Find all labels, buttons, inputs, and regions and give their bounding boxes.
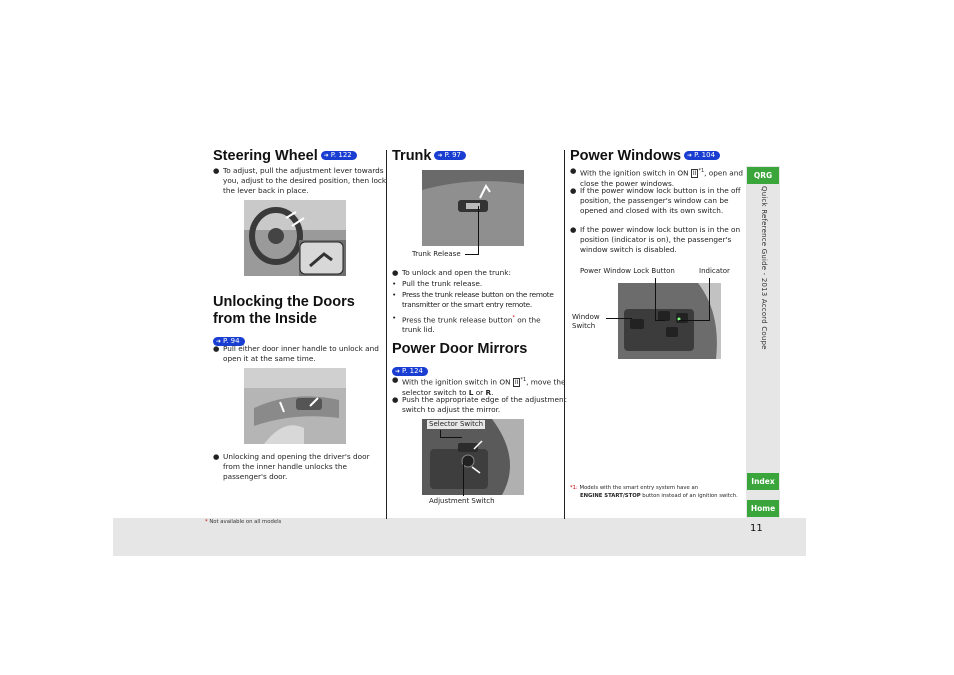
bullet-item: ● With the ignition switch in ON II $^{*1}$, open and close the power windows. bbox=[570, 166, 744, 189]
page-number: 11 bbox=[750, 523, 763, 534]
page-ref-link[interactable]: ➜ P. 122 bbox=[321, 151, 357, 160]
bullet-dot-icon: ● bbox=[570, 166, 577, 175]
arrow-right-icon: ➜ bbox=[323, 151, 329, 159]
bullet-item: ● If the power window lock button is in the on position (indicator is on), the passenger's window switch is disabled. bbox=[570, 225, 741, 254]
callout-line bbox=[679, 320, 710, 321]
qrg-tab[interactable]: QRG bbox=[747, 167, 779, 184]
bullet-item: ● To unlock and open the trunk: bbox=[392, 268, 511, 277]
bullet-item: ● With the ignition switch in ON II $^{*1}$, move the selector switch to L or R. bbox=[392, 375, 566, 398]
arrow-right-icon: ➜ bbox=[395, 368, 401, 375]
footnote-ignition: *1: Models with the smart entry system have an ENGINE START/STOP button instead of an ignition switch. bbox=[570, 485, 738, 499]
callout-line bbox=[463, 462, 464, 496]
trunk-release-label: Trunk Release bbox=[412, 250, 461, 258]
bullet-item: ● Pull either door inner handle to unlock and open it at the same time. bbox=[213, 344, 379, 363]
page-ref-link[interactable]: ➜ P. 97 bbox=[434, 151, 466, 160]
page-ref-link[interactable]: ➜ P. 124 bbox=[392, 367, 428, 376]
mirrors-title: Power Door Mirrors bbox=[392, 341, 528, 357]
sub-bullet-item: • Press the trunk release button on the remote transmitter or the smart entry remote. bbox=[392, 290, 554, 309]
mirror-switch-photo bbox=[422, 419, 524, 495]
steering-wheel-photo bbox=[244, 200, 346, 276]
steering-wheel-title: Steering Wheel ➜ P. 122 bbox=[213, 148, 357, 165]
bullet-dot-icon: ● bbox=[392, 375, 399, 384]
adjustment-switch-label: Adjustment Switch bbox=[429, 497, 495, 505]
asterisk-icon: * bbox=[205, 519, 208, 525]
bullet-item: ● To adjust, pull the adjustment lever towards you, adjust to the desired position, then lock the lever back in place. bbox=[213, 166, 387, 195]
bullet-small-icon: • bbox=[392, 290, 397, 299]
window-switch-label: Window Switch bbox=[572, 313, 600, 330]
door-handle-photo bbox=[244, 368, 346, 444]
callout-line bbox=[478, 206, 479, 255]
bullet-small-icon: • bbox=[392, 279, 397, 288]
bullet-item: ● Push the appropriate edge of the adjustment switch to adjust the mirror. bbox=[392, 395, 567, 414]
column-divider bbox=[564, 150, 565, 519]
callout-line bbox=[655, 278, 656, 320]
page-ref-link[interactable]: ➜ P. 94 bbox=[213, 337, 245, 346]
bullet-dot-icon: ● bbox=[213, 166, 220, 175]
bullet-dot-icon: ● bbox=[392, 268, 399, 277]
sub-bullet-item: • Press the trunk release button* on the trunk lid. bbox=[392, 313, 541, 335]
callout-line bbox=[655, 320, 665, 321]
bullet-dot-icon: ● bbox=[570, 225, 577, 234]
bullet-dot-icon: ● bbox=[213, 452, 220, 461]
sub-bullet-item: • Pull the trunk release. bbox=[392, 279, 483, 288]
bullet-item: ● Unlocking and opening the driver's door from the inner handle unlocks the passenger's door. bbox=[213, 452, 370, 481]
page-ref-link[interactable]: ➜ P. 104 bbox=[684, 151, 720, 160]
power-window-switch-photo bbox=[618, 283, 721, 359]
unlocking-title: Unlocking the Doors from the Inside bbox=[213, 294, 355, 327]
trunk-title: Trunk ➜ P. 97 bbox=[392, 148, 466, 165]
bullet-dot-icon: ● bbox=[392, 395, 399, 404]
arrow-right-icon: ➜ bbox=[216, 338, 222, 345]
bullet-dot-icon: ● bbox=[213, 344, 220, 353]
callout-line bbox=[709, 278, 710, 320]
index-tab[interactable]: Index bbox=[747, 473, 779, 490]
lock-button-label: Power Window Lock Button bbox=[580, 267, 675, 275]
trunk-release-photo bbox=[422, 170, 524, 246]
home-tab[interactable]: Home bbox=[747, 500, 779, 517]
arrow-right-icon: ➜ bbox=[437, 151, 443, 159]
arrow-right-icon: ➜ bbox=[687, 151, 693, 159]
guide-vertical-title: Quick Reference Guide - 2013 Accord Coupe bbox=[760, 186, 768, 350]
bullet-item: ● If the power window lock button is in the off position, the passenger's window can be opened and closed with its own switch. bbox=[570, 186, 741, 215]
bullet-dot-icon: ● bbox=[570, 186, 577, 195]
selector-switch-label: Selector Switch bbox=[429, 420, 484, 428]
callout-line bbox=[465, 254, 479, 255]
indicator-label: Indicator bbox=[699, 267, 730, 275]
bullet-small-icon: • bbox=[392, 313, 397, 322]
footnote-not-available: * Not available on all models bbox=[205, 519, 282, 525]
callout-line bbox=[606, 318, 632, 319]
callout-line bbox=[440, 437, 462, 438]
power-windows-title: Power Windows ➜ P. 104 bbox=[570, 148, 720, 165]
